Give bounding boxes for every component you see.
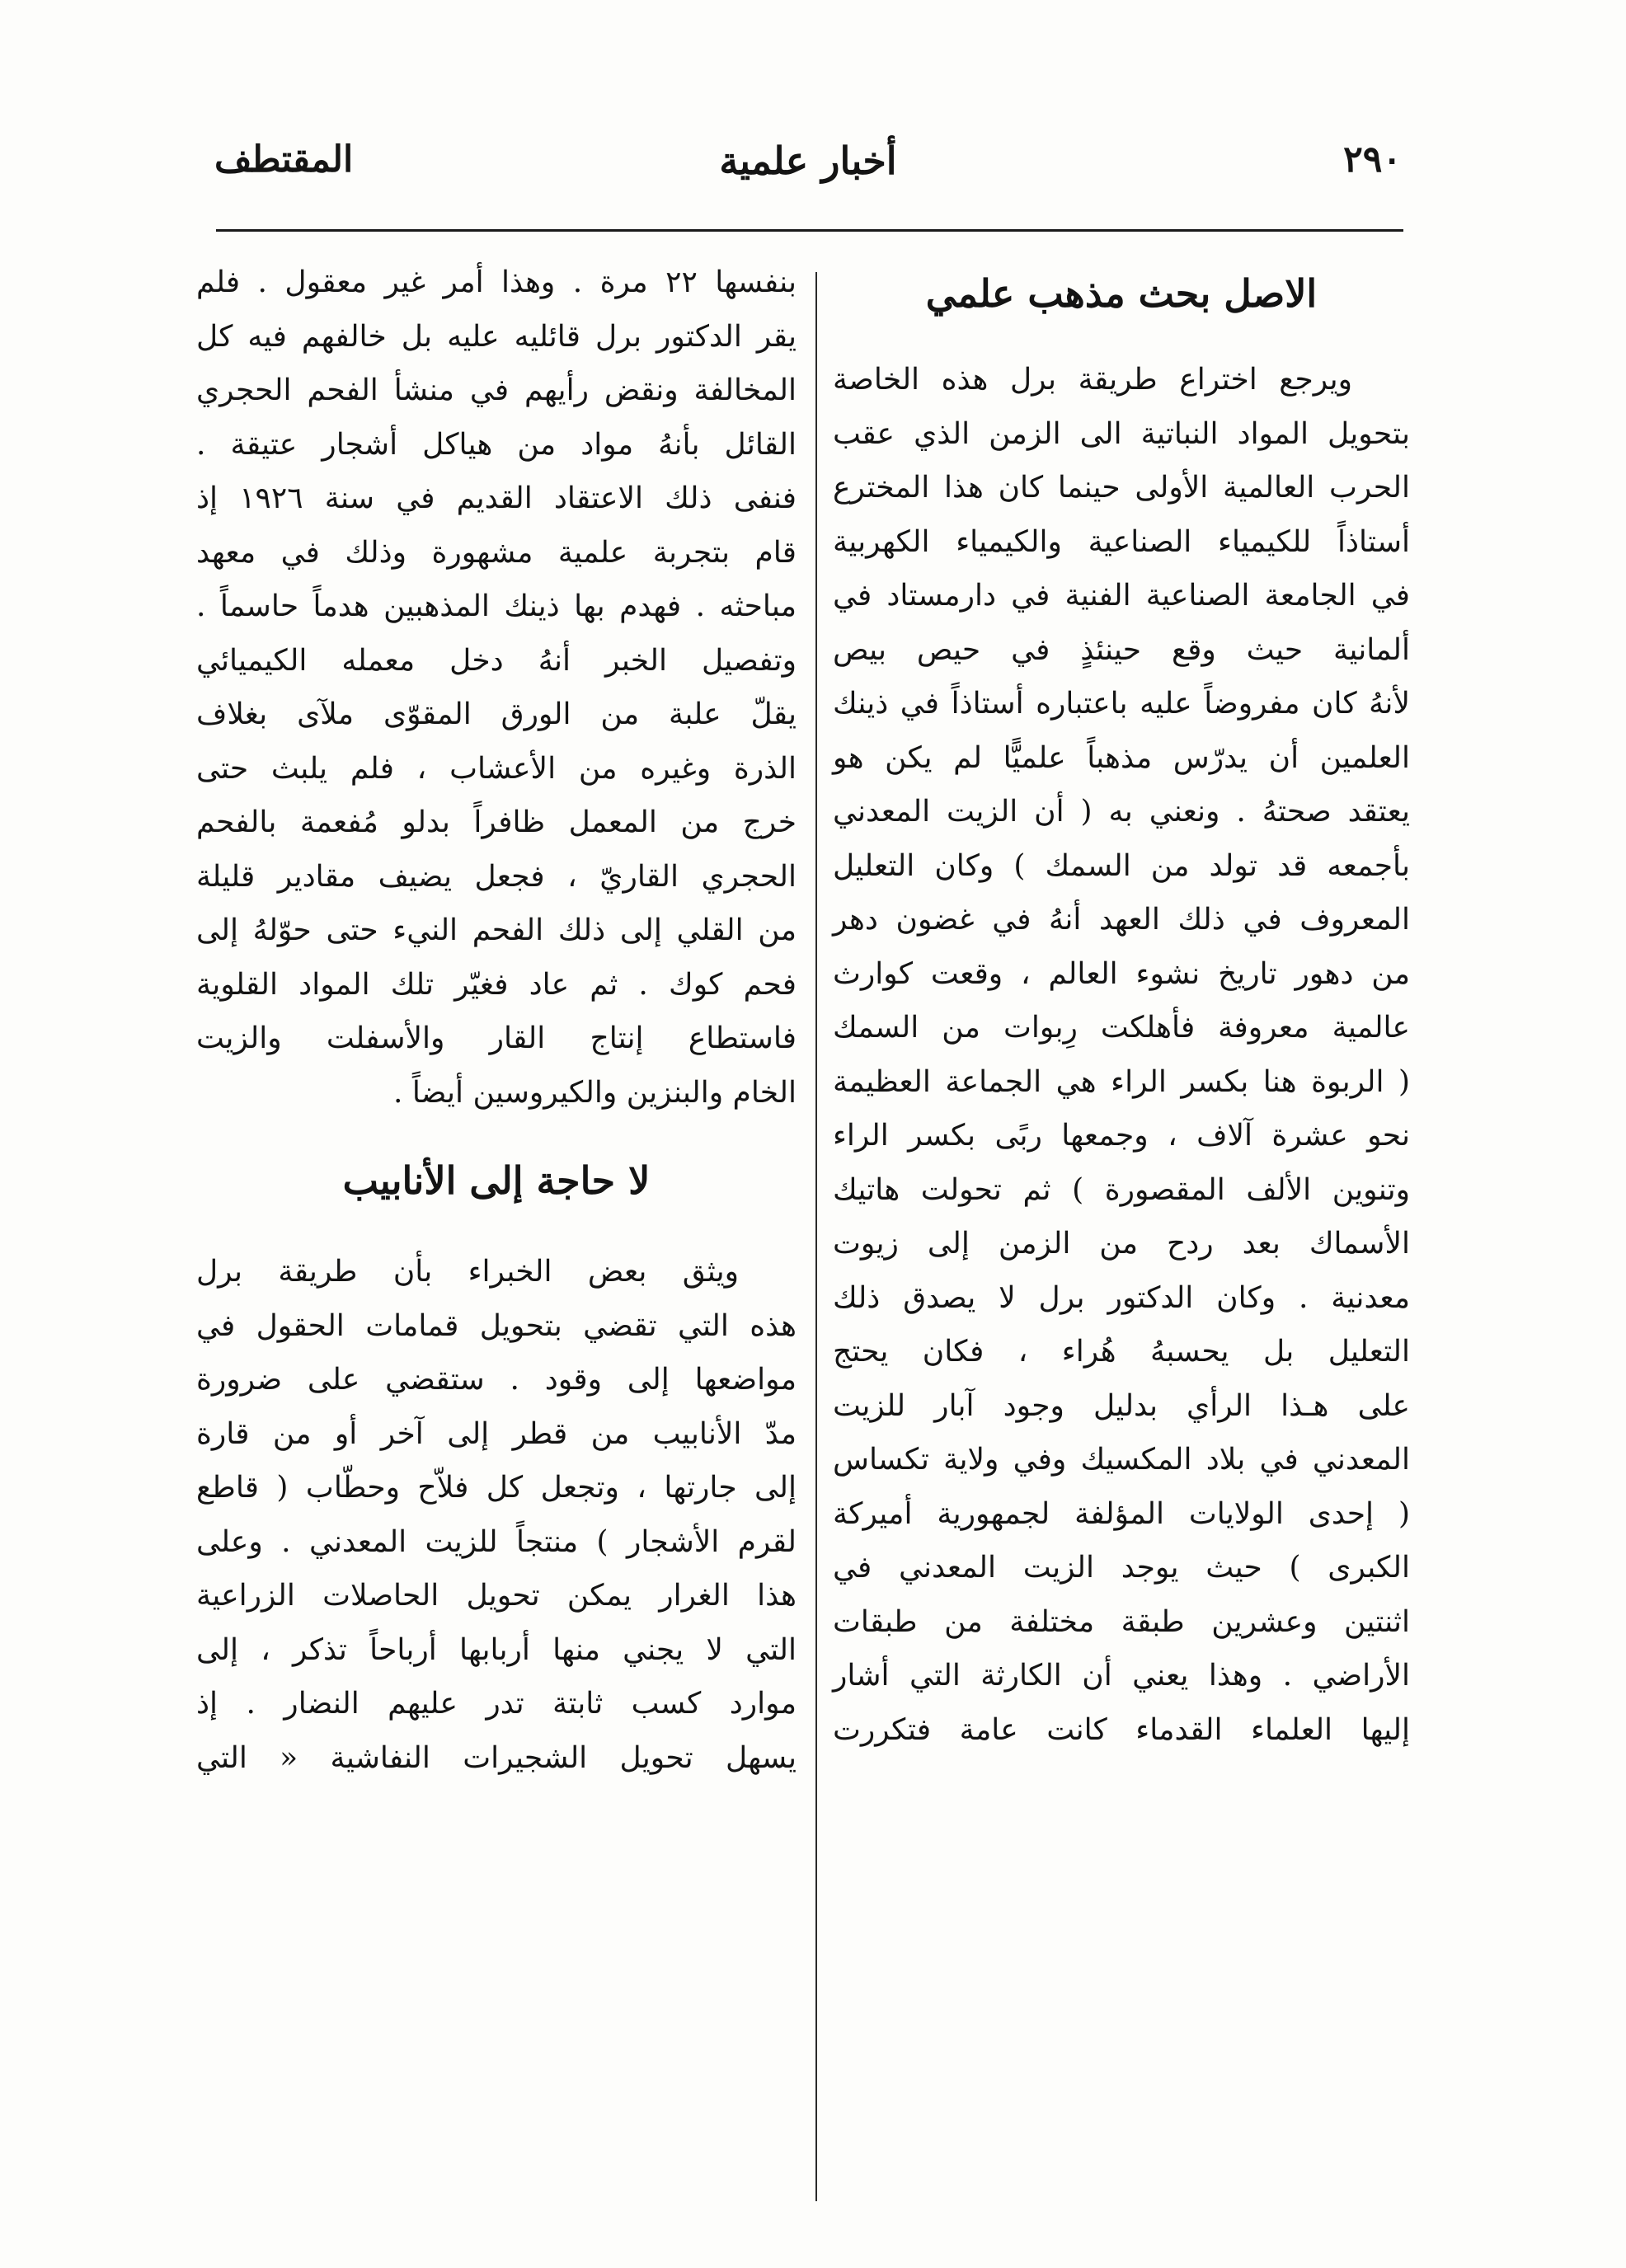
text-line: لقرم الأشجار ) منتجاً للزيت المعدني . وعلى xyxy=(196,1524,797,1559)
text-line: من دهور تاريخ نشوء العالم ، وقعت كوارث xyxy=(833,956,1410,991)
right-column-heading: الاصل بحث مذهب علمي xyxy=(925,271,1318,316)
text-line: في الجامعة الصناعية الفنية في دارمستاد في xyxy=(833,579,1410,613)
text-line: فاستطاع إنتاج القار والأسفلت والزيت xyxy=(196,1021,797,1055)
text-line: على هـذا الرأي بدليل وجود آبار للزيت xyxy=(833,1388,1410,1423)
text-line: يعتقد صحتهُ . ونعني به ( أن الزيت المعدني xyxy=(833,795,1410,829)
page-header xyxy=(214,139,1402,196)
text-line: بتحويل المواد النباتية الى الزمن الذي عقب xyxy=(833,416,1410,451)
text-line: قام بتجربة علمية مشهورة وذلك في معهد xyxy=(196,535,797,570)
text-line: موارد كسب ثابتة تدر عليهم النضار . إذ xyxy=(196,1687,797,1721)
journal-name: المقتطف xyxy=(214,139,354,181)
text-line: الكبرى ) حيث يوجد الزيت المعدني في xyxy=(833,1551,1410,1585)
text-line: الخام والبنزين والكيروسين أيضاً . xyxy=(392,1075,797,1110)
right-column xyxy=(833,256,1410,1757)
text-line: الذرة وغيره من الأعشاب ، فلم يلبث حتى xyxy=(196,751,797,786)
text-line: التعليل بل يحسبهُ هُراء ، فكان يحتج xyxy=(833,1335,1410,1369)
header-rule xyxy=(216,229,1403,232)
column-divider xyxy=(815,272,817,2201)
text-line: الحجري القاريّ ، فجعل يضيف مقادير قليلة xyxy=(196,859,797,894)
text-line: ويرجع اختراع طريقة برل هذه الخاصة xyxy=(833,363,1352,397)
text-line: ( الربوة هنا بكسر الراء هي الجماعة العظيمة xyxy=(833,1064,1410,1099)
left-column-heading: لا حاجة إلى الأنابيب xyxy=(342,1158,651,1203)
text-line: مواضعها إلى وقود . ستقضي على ضرورة xyxy=(196,1363,797,1397)
text-line: القائل بأنهُ مواد من هياكل أشجار عتيقة . xyxy=(196,427,797,462)
text-line: التي لا يجني منها أربابها أرباحاً تذكر ، إلى xyxy=(196,1632,797,1667)
text-line: العلمين أن يدرّس مذهباً علميًّا لم يكن هو xyxy=(833,740,1410,775)
text-line: معدنية . وكان الدكتور برل لا يصدق ذلك xyxy=(833,1280,1410,1315)
right-column-text xyxy=(833,353,1410,1757)
text-line: إلى جارتها ، وتجعل كل فلاّح وحطّاب ( قاطع xyxy=(196,1471,797,1505)
text-line: الأراضي . وهذا يعني أن الكارثة التي أشار xyxy=(833,1659,1410,1693)
section-title: أخبار علمية xyxy=(719,139,897,183)
text-line: الحرب العالمية الأولى حينما كان هذا المخترع xyxy=(833,471,1410,505)
text-line: بأجمعه قد تولد من السمك ) وكان التعليل xyxy=(833,848,1410,883)
text-line: لأنهُ كان مفروضاً عليه باعتباره أستاذاً في ذينك xyxy=(833,687,1410,721)
text-line: من القلي إلى ذلك الفحم النيء حتى حوّلهُ إلى xyxy=(196,913,797,947)
text-line: بنفسها ٢٢ مرة . وهذا أمر غير معقول . فلم xyxy=(196,265,797,299)
left-column-text-bottom xyxy=(196,1245,797,1785)
text-line: عالمية معروفة فأهلكت رِبوات من السمك xyxy=(833,1011,1410,1045)
text-line: مدّ الأنابيب من قطر إلى آخر أو من قارة xyxy=(196,1416,797,1451)
text-line: الأسماك بعد ردح من الزمن إلى زيوت xyxy=(833,1227,1410,1261)
text-line: هذا الغرار يمكن تحويل الحاصلات الزراعية xyxy=(196,1579,797,1613)
text-line: هذه التي تقضي بتحويل قمامات الحقول في xyxy=(196,1308,797,1343)
left-column-text-top xyxy=(196,256,797,1120)
text-line: مباحثه . فهدم بها ذينك المذهبين هدماً حاسماً . xyxy=(196,589,797,623)
text-line: يقر الدكتور برل قائليه عليه بل خالفهم فيه كل xyxy=(196,319,797,354)
text-line: ألمانية حيث وقع حينئذٍ في حيص بيص xyxy=(833,632,1410,667)
text-line: ويثق بعض الخبراء بأن طريقة برل xyxy=(196,1255,739,1289)
text-line: فنفى ذلك الاعتقاد القديم في سنة ١٩٢٦ إذ xyxy=(196,481,797,515)
text-line: أستاذاً للكيمياء الصناعية والكيمياء الكهربية xyxy=(833,524,1410,559)
text-line: يقلّ علبة من الورق المقوّى ملآى بغلاف xyxy=(196,697,797,731)
text-line: المخالفة ونقض رأيهم في منشأ الفحم الحجري xyxy=(196,373,797,407)
text-line: إليها العلماء القدماء كانت عامة فتكررت xyxy=(833,1712,1410,1747)
left-column xyxy=(196,256,797,1785)
text-line: المعدني في بلاد المكسيك وفي ولاية تكساس xyxy=(833,1443,1410,1477)
text-line: وتنوين الألف المقصورة ) ثم تحولت هاتيك xyxy=(833,1172,1410,1207)
text-line: خرج من المعمل ظافراً بدلو مُفعمة بالفحم xyxy=(196,805,797,839)
text-line: يسهل تحويل الشجيرات النفاشية « التي xyxy=(196,1740,797,1775)
text-line: نحو عشرة آلاف ، وجمعها ربًى بكسر الراء xyxy=(833,1119,1410,1153)
text-line: ( إحدى الولايات المؤلفة لجمهورية أميركة xyxy=(833,1496,1410,1531)
text-line: وتفصيل الخبر أنهُ دخل معمله الكيميائي xyxy=(196,643,797,678)
text-line: اثنتين وعشرين طبقة مختلفة من طبقات xyxy=(833,1604,1410,1639)
page-number: ٢٩٠ xyxy=(1343,139,1402,181)
text-line: فحم كوك . ثم عاد فغيّر تلك المواد القلوية xyxy=(196,967,797,1002)
text-line: المعروف في ذلك العهد أنهُ في غضون دهر xyxy=(833,903,1410,937)
